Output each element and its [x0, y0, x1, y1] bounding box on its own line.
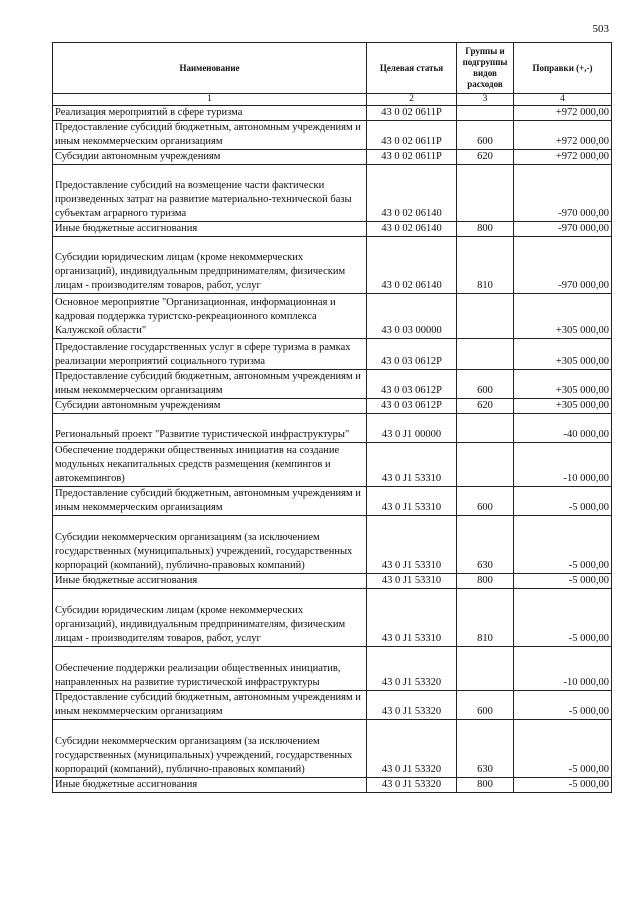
row-amount: +972 000,00 — [514, 121, 612, 150]
row-name: Обеспечение поддержки общественных инициатив на создание модульных некапитальных средств размещения (кемпингов и автокемпингов) — [53, 443, 367, 487]
table-row — [53, 106, 612, 121]
table-row — [53, 399, 612, 414]
row-expense-group — [457, 414, 514, 443]
row-expense-group: 800 — [457, 778, 514, 793]
table-row — [53, 370, 612, 399]
row-name: Основное мероприятие "Организационная, информационная и кадровая поддержка туристско-рекреационного комплекса Калужской области" — [53, 294, 367, 339]
row-amount: -970 000,00 — [514, 222, 612, 237]
column-number-row — [53, 94, 612, 106]
table-row — [53, 778, 612, 793]
row-name: Субсидии автономным учреждениям — [53, 399, 367, 414]
row-target-code: 43 0 03 0612Р — [367, 339, 457, 370]
row-amount: +305 000,00 — [514, 370, 612, 399]
table-row — [53, 339, 612, 370]
column-number: 3 — [457, 94, 514, 106]
table-row — [53, 691, 612, 720]
row-target-code: 43 0 J1 53320 — [367, 691, 457, 720]
row-amount: -5 000,00 — [514, 691, 612, 720]
row-expense-group: 600 — [457, 121, 514, 150]
budget-amendments-table — [52, 42, 612, 793]
row-name: Предоставление субсидий бюджетным, автономным учреждениям и иным некоммерческим организациям — [53, 121, 367, 150]
column-number: 4 — [514, 94, 612, 106]
table-row — [53, 165, 612, 222]
row-target-code: 43 0 J1 00000 — [367, 414, 457, 443]
row-amount: -5 000,00 — [514, 589, 612, 647]
row-expense-group: 810 — [457, 237, 514, 294]
row-amount: -970 000,00 — [514, 165, 612, 222]
row-amount: +972 000,00 — [514, 106, 612, 121]
row-name: Иные бюджетные ассигнования — [53, 574, 367, 589]
row-target-code: 43 0 J1 53310 — [367, 443, 457, 487]
table-row — [53, 589, 612, 647]
row-target-code: 43 0 02 0611Р — [367, 150, 457, 165]
header-amendments: Поправки (+,-) — [514, 43, 612, 94]
table-row — [53, 121, 612, 150]
row-target-code: 43 0 03 0612Р — [367, 370, 457, 399]
row-name: Иные бюджетные ассигнования — [53, 222, 367, 237]
row-expense-group — [457, 106, 514, 121]
row-target-code: 43 0 02 06140 — [367, 237, 457, 294]
row-expense-group — [457, 165, 514, 222]
row-amount: +972 000,00 — [514, 150, 612, 165]
row-name: Предоставление субсидий на возмещение части фактически произведенных затрат на развитие материально-технической базы субъектам аграрного туризма — [53, 165, 367, 222]
page-number: 503 — [592, 23, 609, 35]
row-amount: -10 000,00 — [514, 647, 612, 691]
row-expense-group: 620 — [457, 150, 514, 165]
row-expense-group: 800 — [457, 574, 514, 589]
row-target-code: 43 0 J1 53320 — [367, 647, 457, 691]
row-target-code: 43 0 03 0612Р — [367, 399, 457, 414]
table-row — [53, 443, 612, 487]
row-target-code: 43 0 02 0611Р — [367, 106, 457, 121]
row-expense-group — [457, 339, 514, 370]
row-name: Иные бюджетные ассигнования — [53, 778, 367, 793]
row-target-code: 43 0 J1 53310 — [367, 589, 457, 647]
row-amount: -40 000,00 — [514, 414, 612, 443]
row-name: Субсидии некоммерческим организациям (за исключением государственных (муниципальных) учреждений, государственных корпораций (компаний), публично-правовых компаний) — [53, 516, 367, 574]
table-row — [53, 150, 612, 165]
row-target-code: 43 0 02 0611Р — [367, 121, 457, 150]
header-row — [53, 43, 612, 94]
row-name: Региональный проект "Развитие туристической инфраструктуры" — [53, 414, 367, 443]
row-expense-group — [457, 294, 514, 339]
header-target-article: Целевая статья — [367, 43, 457, 94]
row-expense-group: 620 — [457, 399, 514, 414]
row-name: Предоставление субсидий бюджетным, автономным учреждениям и иным некоммерческим организациям — [53, 487, 367, 516]
row-expense-group: 600 — [457, 691, 514, 720]
row-expense-group: 600 — [457, 487, 514, 516]
row-expense-group — [457, 443, 514, 487]
row-target-code: 43 0 03 00000 — [367, 294, 457, 339]
row-name: Предоставление субсидий бюджетным, автономным учреждениям и иным некоммерческим организациям — [53, 691, 367, 720]
table-row — [53, 516, 612, 574]
row-target-code: 43 0 J1 53320 — [367, 720, 457, 778]
row-amount: -5 000,00 — [514, 487, 612, 516]
row-amount: -5 000,00 — [514, 778, 612, 793]
header-expense-groups: Группы и подгруппы видов расходов — [457, 43, 514, 94]
row-name: Обеспечение поддержки реализации общественных инициатив, направленных на развитие туристической инфраструктуры — [53, 647, 367, 691]
row-name: Субсидии автономным учреждениям — [53, 150, 367, 165]
row-amount: -10 000,00 — [514, 443, 612, 487]
row-expense-group: 630 — [457, 720, 514, 778]
table-row — [53, 294, 612, 339]
row-expense-group: 810 — [457, 589, 514, 647]
table-row — [53, 414, 612, 443]
row-amount: +305 000,00 — [514, 294, 612, 339]
column-number: 2 — [367, 94, 457, 106]
row-amount: -5 000,00 — [514, 720, 612, 778]
row-amount: -5 000,00 — [514, 574, 612, 589]
table-row — [53, 222, 612, 237]
table-row — [53, 574, 612, 589]
row-amount: +305 000,00 — [514, 399, 612, 414]
row-amount: -5 000,00 — [514, 516, 612, 574]
row-name: Субсидии юридическим лицам (кроме некоммерческих организаций), индивидуальным предпринимателям, физическим лицам - производителям товаров, работ, услуг — [53, 237, 367, 294]
row-expense-group — [457, 647, 514, 691]
row-name: Предоставление субсидий бюджетным, автономным учреждениям и иным некоммерческим организациям — [53, 370, 367, 399]
row-target-code: 43 0 02 06140 — [367, 165, 457, 222]
row-target-code: 43 0 02 06140 — [367, 222, 457, 237]
row-expense-group: 800 — [457, 222, 514, 237]
row-name: Субсидии юридическим лицам (кроме некоммерческих организаций), индивидуальным предпринимателям, физическим лицам - производителям товаров, работ, услуг — [53, 589, 367, 647]
row-target-code: 43 0 J1 53310 — [367, 574, 457, 589]
row-target-code: 43 0 J1 53310 — [367, 516, 457, 574]
row-name: Предоставление государственных услуг в сфере туризма в рамках реализации мероприятий социального туризма — [53, 339, 367, 370]
row-name: Реализация мероприятий в сфере туризма — [53, 106, 367, 121]
header-name: Наименование — [53, 43, 367, 94]
row-expense-group: 630 — [457, 516, 514, 574]
row-amount: -970 000,00 — [514, 237, 612, 294]
table-row — [53, 647, 612, 691]
row-expense-group: 600 — [457, 370, 514, 399]
table-row — [53, 237, 612, 294]
table-row — [53, 487, 612, 516]
row-target-code: 43 0 J1 53320 — [367, 778, 457, 793]
row-amount: +305 000,00 — [514, 339, 612, 370]
row-target-code: 43 0 J1 53310 — [367, 487, 457, 516]
table-row — [53, 720, 612, 778]
row-name: Субсидии некоммерческим организациям (за исключением государственных (муниципальных) учреждений, государственных корпораций (компаний), публично-правовых компаний) — [53, 720, 367, 778]
column-number: 1 — [53, 94, 367, 106]
